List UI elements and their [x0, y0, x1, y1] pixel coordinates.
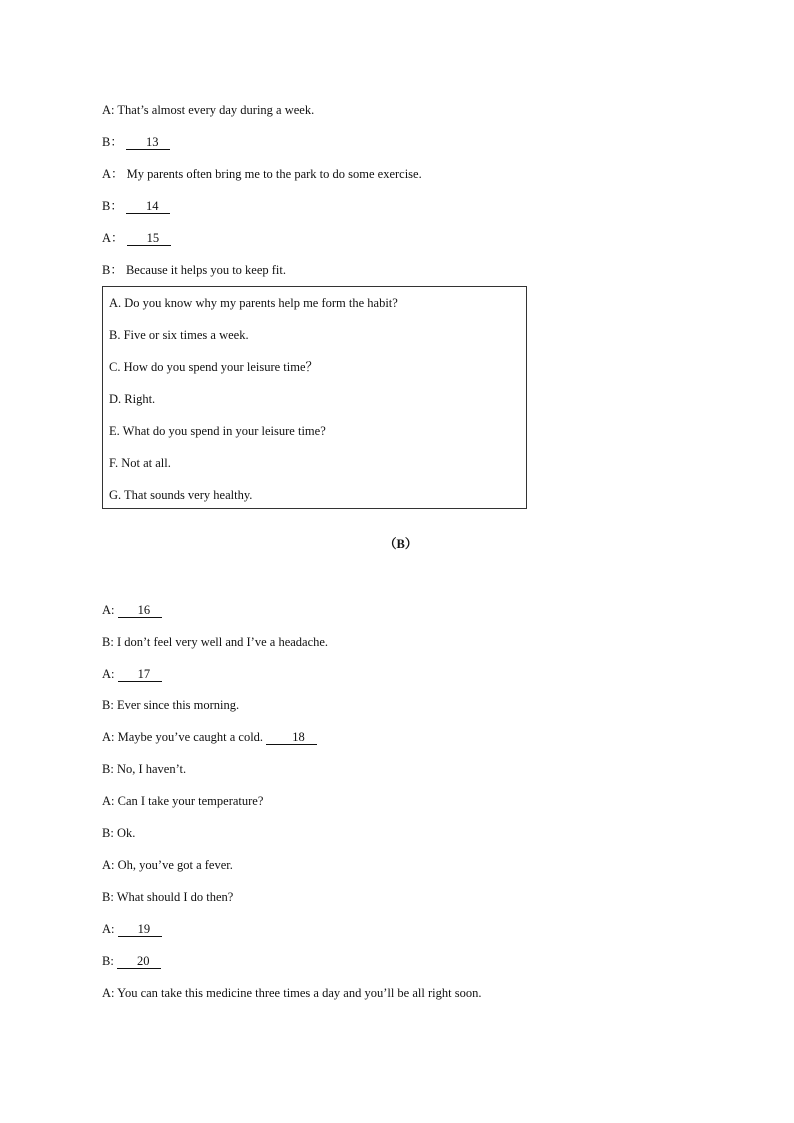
dialogue-line — [102, 921, 162, 937]
speaker-label: B: — [102, 826, 114, 840]
answer-blank[interactable] — [126, 136, 171, 150]
speaker-label: A： — [102, 167, 124, 181]
answer-blank[interactable] — [118, 668, 163, 682]
speaker-label: B: — [102, 635, 114, 649]
blank-number: 17 — [137, 667, 151, 681]
option-g: G. That sounds very healthy. — [109, 488, 253, 502]
blank-number: 20 — [136, 954, 150, 968]
speaker-label: A： — [102, 231, 124, 245]
dialogue-text: No, I haven’t. — [116, 762, 187, 776]
answer-blank[interactable] — [266, 731, 317, 745]
blank-number: 15 — [146, 231, 160, 245]
dialogue-line — [102, 889, 233, 905]
speaker-label: B: — [102, 698, 114, 712]
dialogue-line — [102, 697, 239, 713]
answer-blank[interactable] — [127, 232, 172, 246]
dialogue-text: Ever since this morning. — [116, 698, 240, 712]
speaker-label: A: — [102, 986, 115, 1000]
dialogue-line — [102, 793, 263, 809]
dialogue-text: My parents often bring me to the park to do some exercise. — [126, 167, 422, 181]
blank-number: 16 — [137, 603, 151, 617]
dialogue-line — [102, 761, 186, 777]
speaker-label: B： — [102, 263, 123, 277]
section-title: （B） — [384, 537, 418, 551]
dialogue-line — [102, 102, 314, 118]
answer-blank[interactable] — [117, 955, 162, 969]
answer-blank[interactable] — [126, 200, 171, 214]
option-e: E. What do you spend in your leisure time? — [109, 424, 326, 438]
speaker-label: A: — [102, 667, 115, 681]
dialogue-text: Ok. — [116, 826, 136, 840]
option-d: D. Right. — [109, 392, 156, 406]
speaker-label: B： — [102, 135, 123, 149]
dialogue-text: Oh, you’ve got a fever. — [117, 858, 233, 872]
option-c: C. How do you spend your leisure time？ — [109, 360, 319, 374]
speaker-label: A: — [102, 603, 115, 617]
options-box — [102, 286, 527, 509]
blank-number: 18 — [292, 730, 305, 744]
speaker-label: A: — [102, 730, 115, 744]
dialogue-text: Because it helps you to keep fit. — [125, 263, 286, 277]
dialogue-line — [102, 230, 171, 246]
dialogue-line — [102, 134, 170, 150]
speaker-label: B: — [102, 762, 114, 776]
dialogue-line — [102, 666, 162, 682]
speaker-label: B： — [102, 199, 123, 213]
blank-number: 13 — [145, 135, 159, 149]
dialogue-text: Can I take your temperature? — [117, 794, 264, 808]
dialogue-text: You can take this medicine three times a day and you’ll be all right soon. — [117, 986, 482, 1000]
speaker-label: A: — [102, 794, 115, 808]
dialogue-text: That’s almost every day during a week. — [117, 103, 315, 117]
dialogue-line — [102, 634, 328, 650]
blank-number: 19 — [137, 922, 151, 936]
dialogue-text: What should I do then? — [116, 890, 234, 904]
option-a: A. Do you know why my parents help me form the habit? — [109, 296, 398, 310]
option-f: F. Not at all. — [109, 456, 171, 470]
speaker-label: B: — [102, 954, 114, 968]
dialogue-line — [102, 166, 422, 182]
answer-blank[interactable] — [118, 923, 163, 937]
dialogue-line — [102, 985, 481, 1001]
option-b: B. Five or six times a week. — [109, 328, 249, 342]
dialogue-text: I don’t feel very well and I’ve a headache. — [116, 635, 329, 649]
speaker-label: A: — [102, 922, 115, 936]
dialogue-line — [102, 953, 161, 969]
dialogue-line — [102, 262, 286, 278]
dialogue-line — [102, 198, 170, 214]
speaker-label: B: — [102, 890, 114, 904]
dialogue-line — [102, 729, 317, 745]
dialogue-line — [102, 857, 233, 873]
speaker-label: A: — [102, 858, 115, 872]
dialogue-line — [102, 602, 162, 618]
blank-number: 14 — [145, 199, 159, 213]
answer-blank[interactable] — [118, 604, 163, 618]
speaker-label: A: — [102, 103, 115, 117]
dialogue-text: Maybe you’ve caught a cold. — [117, 730, 264, 744]
dialogue-line — [102, 825, 135, 841]
